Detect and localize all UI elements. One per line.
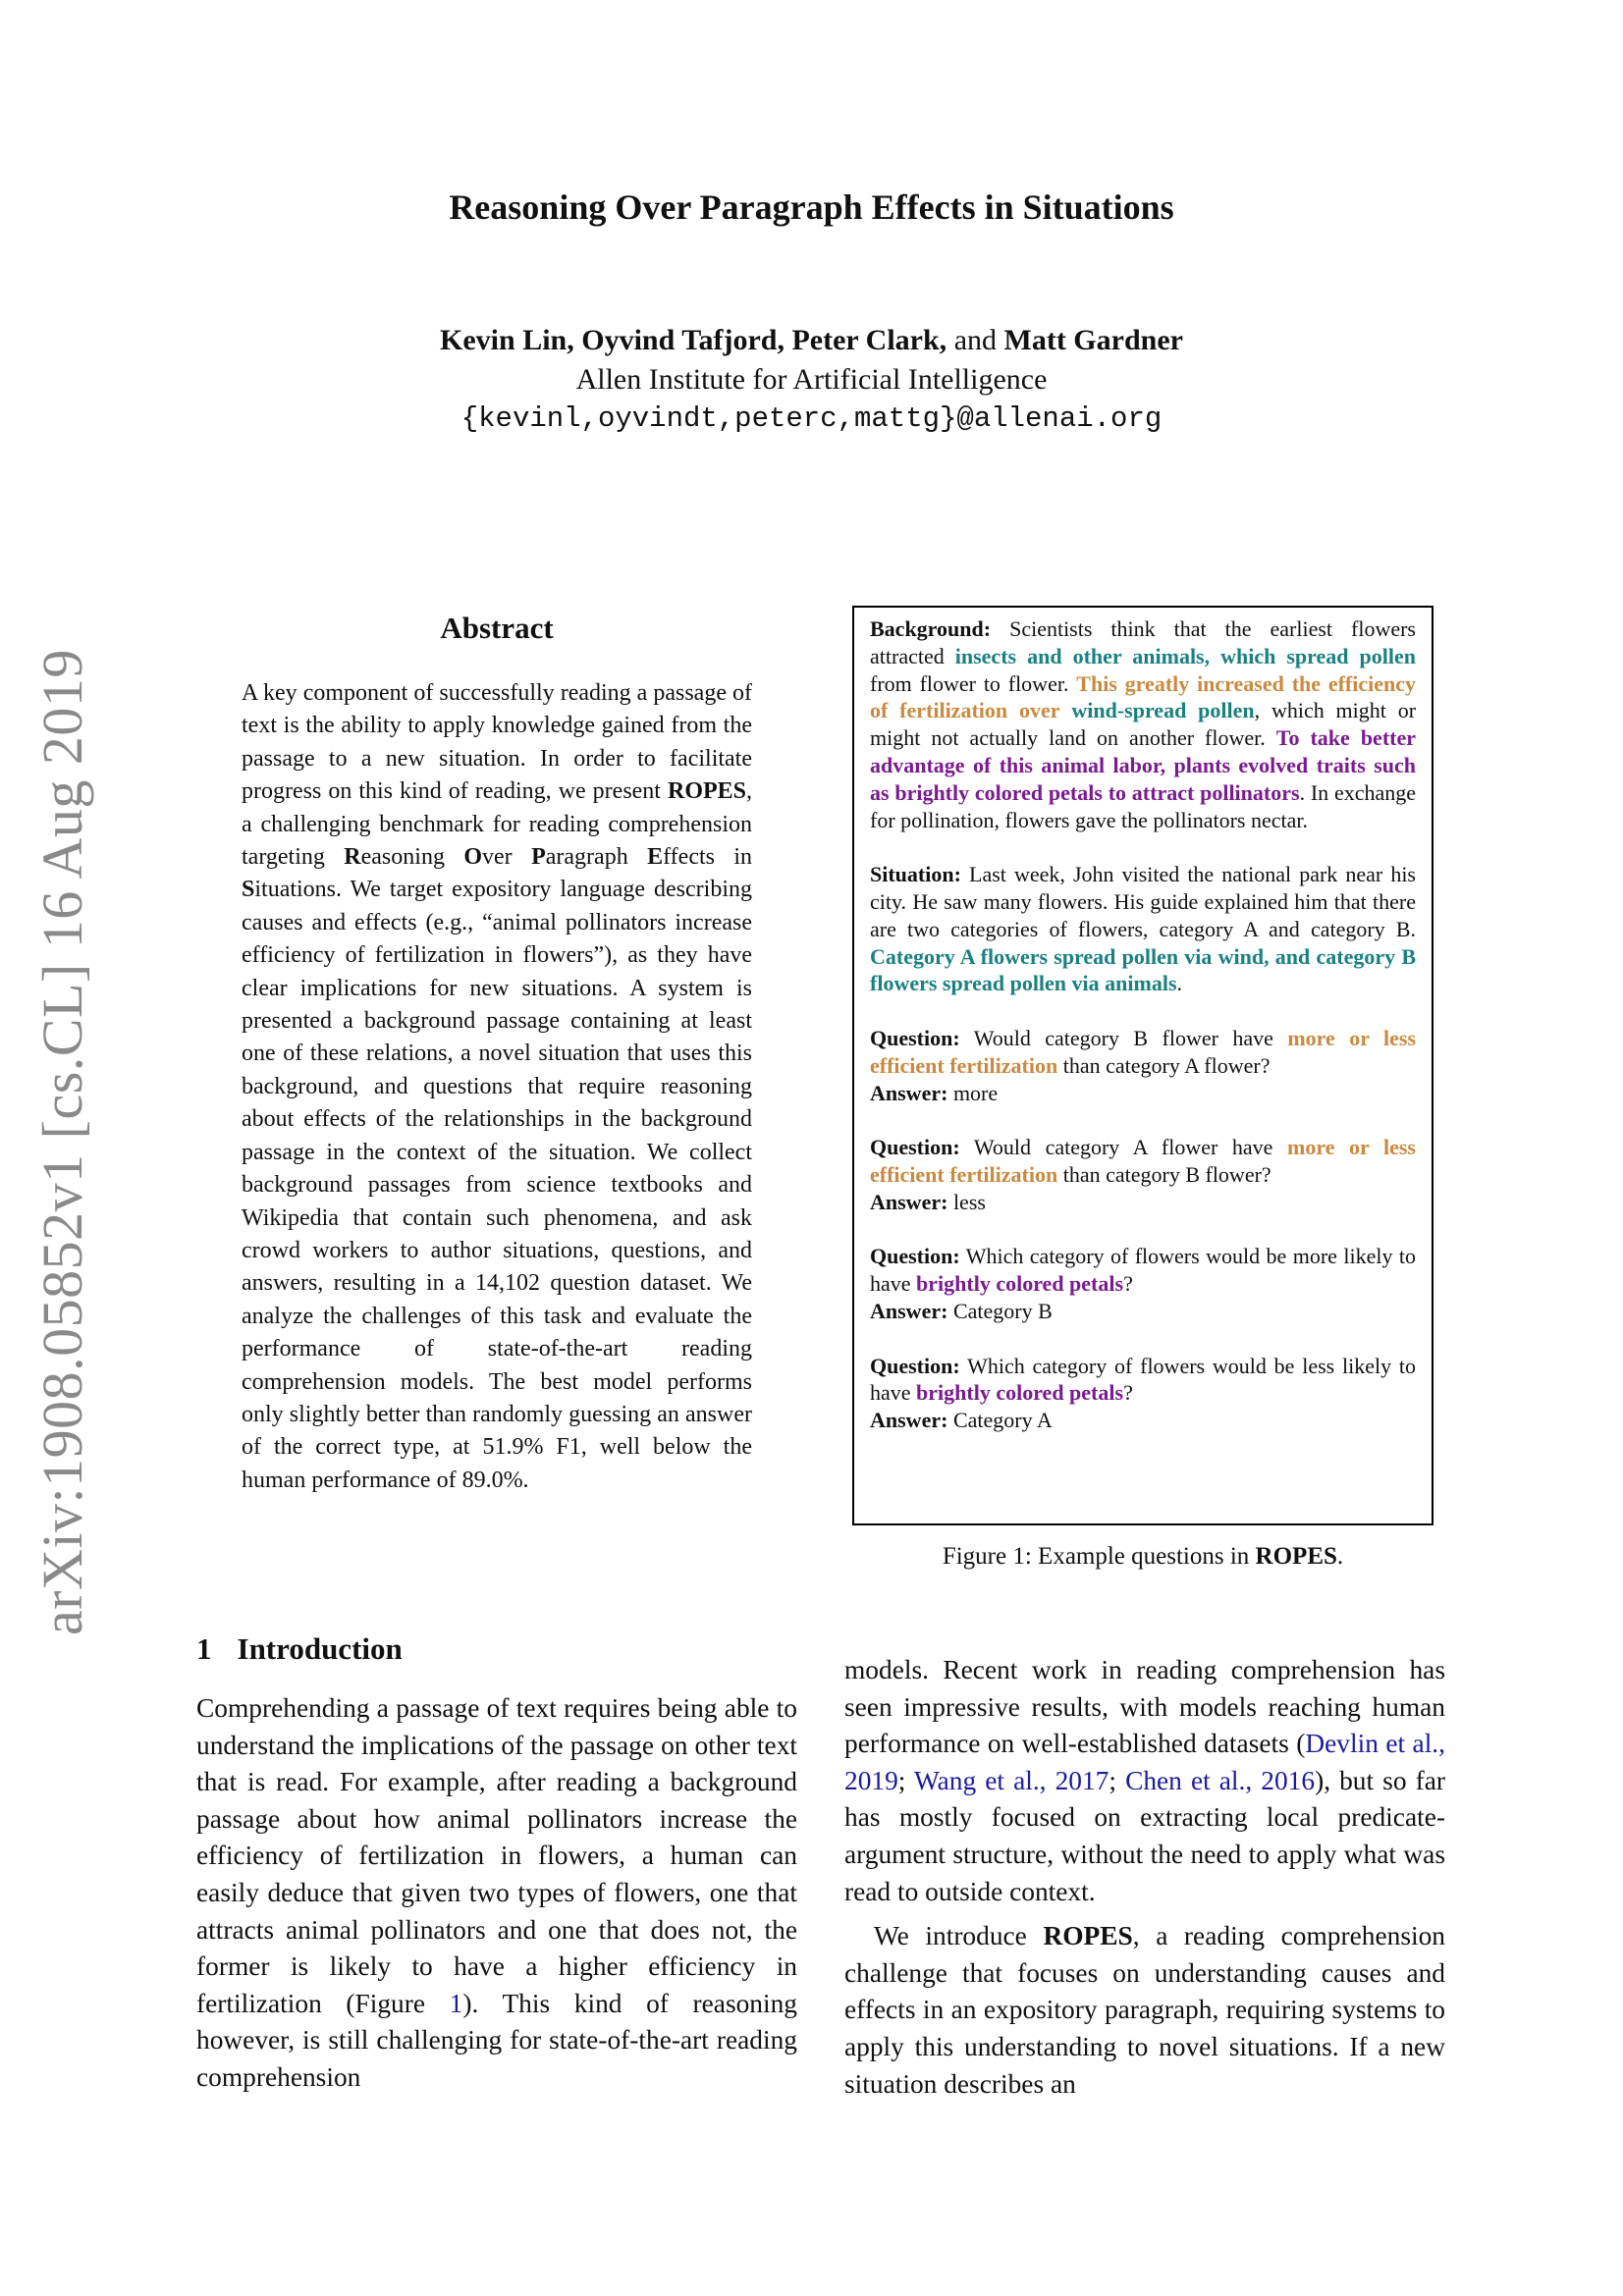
intro-text-6: , a reading comprehension challenge that focuses on understanding causes and effects in an expository paragraph, requiring systems to apply this understanding to novel situations. If a new situation describes an <box>844 1921 1445 2099</box>
authors-bold: Kevin Lin, Oyvind Tafjord, Peter Clark, <box>440 324 947 356</box>
section-title: Introduction <box>237 1631 403 1666</box>
answer-label: Answer: <box>870 1080 948 1105</box>
answer-text: Category B <box>952 1298 1053 1323</box>
caption-ropes: ROPES <box>1255 1543 1337 1570</box>
qa-pair-3 <box>870 1243 1416 1324</box>
authors-and: and <box>953 324 998 356</box>
answer-text: less <box>952 1189 986 1214</box>
intro-text-3: models. Recent work in reading comprehension has seen impressive results, with models reaching human performance on well-established datasets ( <box>844 1655 1445 1759</box>
abstract-ropes: ROPES <box>668 778 747 805</box>
figure-1-box <box>852 606 1434 1525</box>
authors-last: Matt Gardner <box>1003 324 1183 356</box>
answer-label: Answer: <box>870 1408 948 1433</box>
bg-text-2: from flower to flower. <box>870 670 1069 696</box>
bg-highlight-over: over <box>1018 698 1060 723</box>
answer-text: more <box>952 1080 999 1105</box>
citation-separator: ; <box>1109 1765 1126 1795</box>
question-label: Question: <box>870 1244 960 1269</box>
section-heading-introduction <box>196 1631 403 1667</box>
acronym-r: R <box>344 844 361 871</box>
question-end: than category B flower? <box>1062 1161 1271 1187</box>
intro-ropes: ROPES <box>1043 1921 1133 1951</box>
paper-title: Reasoning Over Paragraph Effects in Situations <box>449 187 1174 227</box>
affiliation: Allen Institute for Artificial Intelligence <box>575 363 1048 396</box>
question-highlight: brightly colored petals <box>916 1380 1124 1406</box>
figure-ref-link[interactable]: 1 <box>449 1988 463 2018</box>
intro-text-4: ), but so far has mostly focused on extracting local predicate-argument structure, without the need to apply what was read to outside context. <box>844 1765 1445 1906</box>
authors <box>0 324 1623 357</box>
question-label: Question: <box>870 1353 960 1378</box>
bg-highlight-teal: insects and other animals, which spread pollen <box>954 643 1417 668</box>
acronym-w2: ver <box>482 844 513 871</box>
section-number: 1 <box>196 1631 212 1666</box>
qa-pair-1 <box>870 1025 1416 1106</box>
abstract-text-1: A key component of successfully reading a passage of text is the ability to apply knowledge gained from the passage to a new situation. In order to facilitate progress on this kind of reading, we present <box>242 680 752 805</box>
acronym-p: P <box>531 844 546 871</box>
citation-wang[interactable]: Wang et al., 2017 <box>913 1765 1109 1795</box>
intro-text-1: Comprehending a passage of text requires being able to understand the implications of the passage on other text that is read. For example, after reading a background passage about how animal pollinators increase the efficiency of fertilization in flowers, a human can easily deduce that given two types of flowers, one that attracts animal pollinators and one that does not, the former is likely to have a higher efficiency in fertilization (Figure <box>196 1693 797 2018</box>
bg-highlight-purple: To take better advantage of this animal labor, plants evolved traits such as brightly colored petals to attract pollinators <box>870 725 1417 805</box>
question-end: ? <box>1123 1271 1133 1297</box>
bg-text-1: Scientists think that the earliest flowers attracted <box>870 616 1416 668</box>
arxiv-identifier: arXiv:1908.05852v1 [cs.CL] 16 Aug 2019 <box>30 649 94 1635</box>
acronym-s: S <box>242 877 255 903</box>
question-label: Question: <box>870 1135 960 1160</box>
bg-highlight-orange: This greatly increased the efficiency of fertilization <box>870 670 1417 723</box>
question-text: Which category of flowers would be more likely to have <box>870 1244 1416 1297</box>
intro-text-2: ). This kind of reasoning however, is still challenging for state-of-the-art reading comprehension <box>196 1988 798 2092</box>
bg-text-3: , which might or might not actually land on another flower. <box>870 698 1417 751</box>
caption-end: . <box>1336 1543 1344 1570</box>
question-highlight: brightly colored petals <box>916 1271 1124 1297</box>
acronym-o: O <box>463 844 483 871</box>
answer-label: Answer: <box>870 1189 948 1214</box>
citation-separator: ; <box>897 1765 914 1795</box>
acronym-w4: ffects in <box>663 844 753 871</box>
question-end: than category A flower? <box>1062 1052 1271 1078</box>
intro-paragraph-2 <box>844 1918 1445 2103</box>
situation-label: Situation: <box>870 862 961 887</box>
acronym-w3: aragraph <box>545 844 628 871</box>
question-end: ? <box>1123 1380 1133 1406</box>
answer-label: Answer: <box>870 1298 948 1323</box>
abstract-body <box>242 677 752 1497</box>
author-emails: {kevinl,oyvindt,peterc,mattg}@allenai.org <box>460 402 1163 435</box>
intro-column-right <box>844 1652 1445 2103</box>
intro-paragraph-continued <box>844 1652 1445 1910</box>
abstract-heading: Abstract <box>440 611 554 645</box>
citation-chen[interactable]: Chen et al., 2016 <box>1125 1765 1316 1795</box>
qa-pair-2 <box>870 1134 1416 1215</box>
question-text: Would category A flower have <box>973 1135 1273 1160</box>
background-paragraph <box>870 615 1416 833</box>
caption-text: Figure 1: Example questions in <box>942 1543 1250 1570</box>
situation-end: . <box>1176 971 1183 996</box>
intro-text-5: We introduce <box>874 1921 1027 1951</box>
citation-devlin[interactable]: Devlin et al., 2019 <box>844 1729 1445 1795</box>
bg-text-4: . In exchange for pollination, flowers gave the pollinators nectar. <box>870 779 1417 832</box>
abstract-text-2: , a challenging benchmark for reading comprehension targeting <box>242 778 753 871</box>
question-text: Would category B flower have <box>973 1025 1273 1050</box>
acronym-e: E <box>647 844 664 871</box>
background-label: Background: <box>870 616 992 641</box>
bg-highlight-teal-2: wind-spread pollen <box>1071 698 1255 723</box>
answer-text: Category A <box>952 1408 1053 1433</box>
acronym-w1: easoning <box>360 844 445 871</box>
qa-pair-4 <box>870 1353 1416 1434</box>
question-label: Question: <box>870 1025 960 1050</box>
situation-highlight-teal: Category A flowers spread pollen via wind, and category B flowers spread pollen via animals <box>870 943 1416 996</box>
situation-paragraph <box>870 861 1416 997</box>
question-text: Which category of flowers would be less likely to have <box>870 1353 1416 1406</box>
figure-1-caption <box>852 1543 1434 1571</box>
question-highlight: more or less efficient fertilization <box>870 1135 1416 1187</box>
intro-column-left <box>196 1690 797 2097</box>
abstract-text-3: ituations. We target expository language describing causes and effects (e.g., “animal pollinators increase efficiency of fertilization in flowers”), as they have clear implications for new situations. A system is presented a background passage containing at least one of these relations, a novel situation that uses this background, and questions that require reasoning about effects of the relationships in the background passage in the context of the situation. We collect background passages from science textbooks and Wikipedia that contain such phenomena, and ask crowd workers to author situations, questions, and answers, resulting in a 14,102 question dataset. We analyze the challenges of this task and evaluate the performance of state-of-the-art reading comprehension models. The best model performs only slightly better than randomly guessing an answer of the correct type, at 51.9% F1, well below the human performance of 89.0%. <box>242 877 752 1493</box>
question-highlight: more or less efficient fertilization <box>870 1025 1417 1078</box>
situation-text: Last week, John visited the national park near his city. He saw many flowers. His guide explained him that there are two categories of flowers, category A and category B. <box>870 862 1416 941</box>
